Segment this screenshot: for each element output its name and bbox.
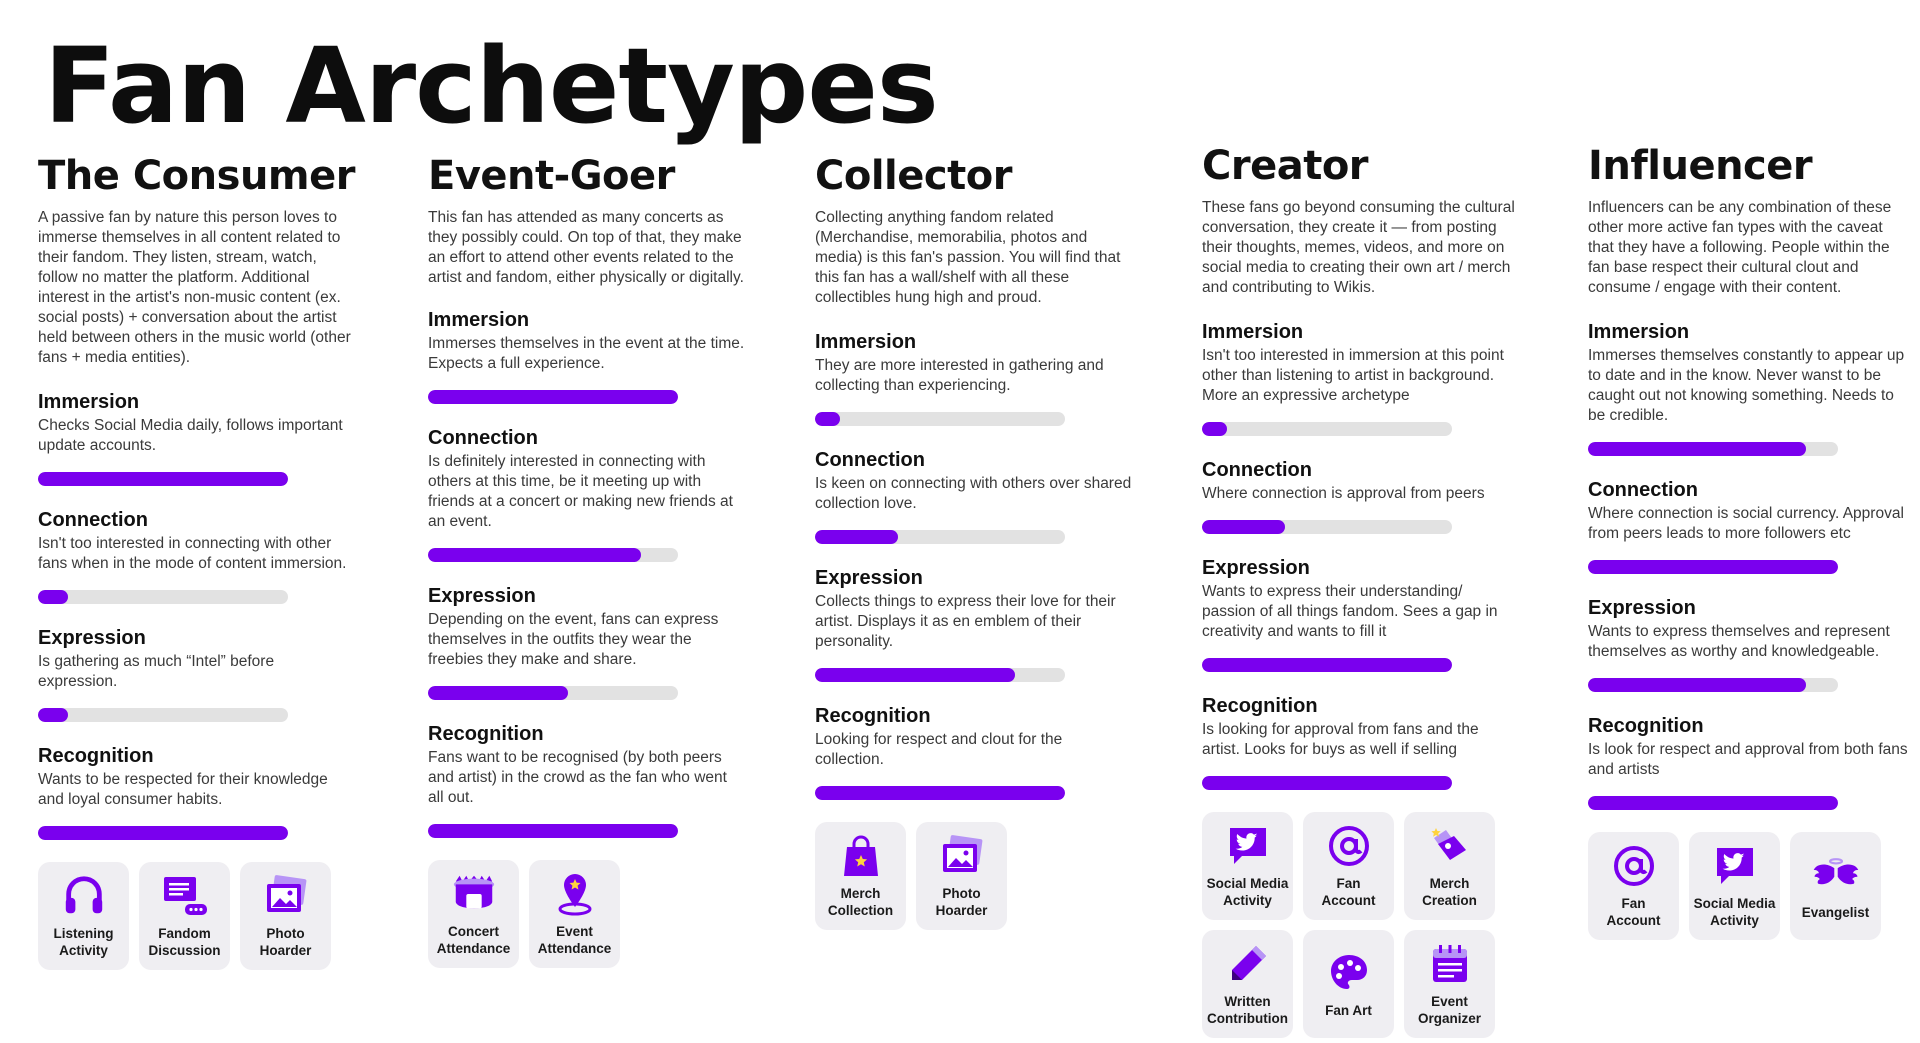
expression-text: Collects things to express their love for their artist. Displays it as en emblem of their personality. (815, 593, 1116, 650)
archetype-description: This fan has attended as many concerts as they possibly could. On top of that, they make an effort to attend other events related to the artist and fandom, either physically or digitally. (428, 209, 744, 286)
immersion-level-bar (815, 412, 1065, 426)
archetype-column-event-goer (428, 153, 746, 968)
archetype-description: These fans go beyond consuming the cultural conversation, they create it — from posting their thoughts, memes, videos, and more on social media to creating their own art / merch and contributing to Wikis. (1202, 199, 1515, 296)
connection-text: Is keen on connecting with others over shared collection love. (815, 475, 1132, 512)
expression-text: Wants to express themselves and represent themselves as worthy and knowledgeable. (1588, 623, 1890, 660)
badge-event-organizer (1404, 930, 1495, 1038)
photos-icon (938, 833, 986, 879)
badge-label: Concert Attendance (436, 924, 511, 956)
expression-section (38, 626, 356, 722)
connection-level-fill (428, 548, 641, 562)
recognition-text: Fans want to be recognised (by both peers and artist) in the crowd as the fan who went all out. (428, 749, 727, 806)
immersion-level-fill (1202, 422, 1227, 436)
badge-label: Fan Account (1606, 896, 1661, 928)
recognition-section (428, 722, 746, 838)
badge-label: Written Contribution (1207, 994, 1288, 1026)
immersion-label: Immersion (38, 391, 140, 413)
badge-label: Photo Hoarder (259, 926, 312, 958)
expression-level-bar (38, 708, 288, 722)
recognition-level-bar (1202, 776, 1452, 790)
recognition-label: Recognition (38, 745, 154, 767)
badge-written-contribution (1202, 930, 1293, 1038)
recognition-label: Recognition (1588, 715, 1704, 737)
expression-level-fill (38, 708, 68, 722)
badge-fan-art (1303, 930, 1394, 1038)
angel-wings-icon (1812, 852, 1860, 898)
badge-listening-activity (38, 862, 129, 970)
pencil-icon (1224, 941, 1272, 987)
badge-label: Merch Collection (827, 886, 894, 918)
connection-label: Connection (428, 427, 538, 449)
connection-level-bar (815, 530, 1065, 544)
expression-text: Is gathering as much “Intel” before expression. (38, 653, 275, 690)
expression-level-fill (815, 668, 1015, 682)
recognition-section (1588, 714, 1910, 810)
immersion-text: Immerses themselves constantly to appear up to date and in the know. Never wanst to be caught out not knowing something. Needs to be credible. (1588, 347, 1905, 424)
expression-text: Depending on the event, fans can express themselves in the outfits they wear the freebies they make and share. (428, 611, 719, 668)
immersion-text: Checks Social Media daily, follows important update accounts. (38, 417, 343, 454)
immersion-section (1202, 320, 1520, 436)
connection-level-bar (38, 590, 288, 604)
immersion-label: Immersion (1588, 321, 1690, 343)
recognition-label: Recognition (815, 705, 931, 727)
recognition-level-fill (815, 786, 1065, 800)
connection-level-bar (428, 548, 678, 562)
recognition-text: Is looking for approval from fans and the artist. Looks for buys as well if selling (1202, 721, 1479, 758)
connection-section (1588, 478, 1910, 574)
immersion-level-fill (815, 412, 840, 426)
badge-label: Listening Activity (53, 926, 114, 958)
recognition-level-bar (38, 826, 288, 840)
expression-label: Expression (815, 567, 923, 589)
badge-photo-hoarder (916, 822, 1007, 930)
recognition-section (1202, 694, 1520, 790)
expression-label: Expression (428, 585, 536, 607)
badge-social-media-activity (1202, 812, 1293, 920)
badge-label: Event Attendance (537, 924, 612, 956)
archetype-description: Influencers can be any combination of these other more active fan types with the caveat that they have a following. People within the fan base respect their cultural clout and consume / engage with their content. (1588, 199, 1892, 296)
badge-label: Fan Art (1325, 1002, 1372, 1018)
connection-level-bar (1202, 520, 1452, 534)
connection-section (38, 508, 356, 604)
expression-section (815, 566, 1133, 682)
connection-level-fill (38, 590, 68, 604)
badge-label: Event Organizer (1417, 994, 1482, 1026)
badge-label: Fandom Discussion (148, 926, 221, 958)
chat-icon (161, 873, 209, 919)
archetype-column-the-consumer (38, 153, 356, 970)
badge-social-media-activity (1689, 832, 1780, 940)
expression-text: Wants to express their understanding/ passion of all things fandom. Sees a gap in creativity and wants to fill it (1202, 583, 1498, 640)
badge-concert-attendance (428, 860, 519, 968)
badge-merch-collection (815, 822, 906, 930)
connection-section (428, 426, 746, 562)
immersion-text: They are more interested in gathering and collecting than experiencing. (815, 357, 1104, 394)
at-sign-icon (1610, 843, 1658, 889)
connection-text: Where connection is approval from peers (1202, 485, 1485, 502)
expression-section (428, 584, 746, 700)
archetype-column-creator (1202, 143, 1520, 1038)
recognition-text: Is look for respect and approval from both fans and artists (1588, 741, 1908, 778)
connection-label: Connection (1202, 459, 1312, 481)
badge-event-attendance (529, 860, 620, 968)
recognition-text: Looking for respect and clout for the collection. (815, 731, 1063, 768)
badge-label: Evangelist (1801, 904, 1870, 920)
badge-fandom-discussion (139, 862, 230, 970)
connection-section (815, 448, 1133, 544)
activity-badges (428, 860, 746, 968)
activity-badges (1588, 832, 1910, 940)
immersion-label: Immersion (1202, 321, 1304, 343)
recognition-level-fill (1588, 796, 1838, 810)
recognition-level-fill (428, 824, 678, 838)
headphones-icon (60, 873, 108, 919)
badge-label: Social Media Activity (1693, 896, 1776, 928)
recognition-level-bar (815, 786, 1065, 800)
badge-photo-hoarder (240, 862, 331, 970)
expression-section (1588, 596, 1910, 692)
recognition-level-fill (1202, 776, 1452, 790)
location-pin-icon (551, 871, 599, 917)
connection-label: Connection (1588, 479, 1698, 501)
badge-label: Fan Account (1321, 876, 1376, 908)
expression-section (1202, 556, 1520, 672)
immersion-level-bar (1202, 422, 1452, 436)
archetype-title: Influencer (1588, 143, 1813, 189)
immersion-section (38, 390, 356, 486)
connection-text: Is definitely interested in connecting with others at this time, be it meeting up with friends at a concert or making new friends at an event. (428, 453, 733, 530)
twitter-bubble-icon (1224, 823, 1272, 869)
connection-level-bar (1588, 560, 1838, 574)
immersion-text: Isn't too interested in immersion at this point other than listening to artist in background. More an expressive archetype (1202, 347, 1504, 404)
connection-label: Connection (815, 449, 925, 471)
immersion-section (815, 330, 1133, 426)
immersion-level-bar (38, 472, 288, 486)
badge-evangelist (1790, 832, 1881, 940)
archetype-title: Collector (815, 153, 1012, 199)
shopping-bag-icon (837, 833, 885, 879)
badge-fan-account (1303, 812, 1394, 920)
immersion-level-fill (428, 390, 678, 404)
badge-label: Photo Hoarder (935, 886, 988, 918)
connection-text: Isn't too interested in connecting with other fans when in the mode of content immersion. (38, 535, 347, 572)
archetype-column-collector (815, 153, 1133, 930)
immersion-text: Immerses themselves in the event at the time. Expects a full experience. (428, 335, 745, 372)
recognition-label: Recognition (428, 723, 544, 745)
immersion-level-bar (428, 390, 678, 404)
connection-section (1202, 458, 1520, 534)
immersion-section (1588, 320, 1910, 456)
activity-badges (38, 862, 356, 970)
expression-label: Expression (1588, 597, 1696, 619)
page-title: Fan Archetypes (44, 25, 938, 147)
palette-icon (1325, 950, 1373, 996)
tag-icon (1426, 823, 1474, 869)
recognition-text: Wants to be respected for their knowledge and loyal consumer habits. (38, 771, 328, 808)
immersion-level-fill (38, 472, 288, 486)
twitter-bubble-icon (1711, 843, 1759, 889)
expression-label: Expression (1202, 557, 1310, 579)
recognition-section (815, 704, 1133, 800)
expression-level-bar (1588, 678, 1838, 692)
expression-level-bar (1202, 658, 1452, 672)
immersion-label: Immersion (428, 309, 530, 331)
expression-level-bar (815, 668, 1065, 682)
archetype-description: A passive fan by nature this person loves to immerse themselves in all content related to their fandom. They listen, stream, watch, follow no matter the platform. Additional interest in the artist's non-music content (ex. social posts) + conversation about the artist held between others in the music world (other fans + media entities). (38, 209, 351, 366)
badge-label: Merch Creation (1422, 876, 1477, 908)
photos-icon (262, 873, 310, 919)
connection-text: Where connection is social currency. Approval from peers leads to more followers etc (1588, 505, 1904, 542)
calendar-icon (1426, 941, 1474, 987)
recognition-level-fill (38, 826, 288, 840)
badge-fan-account (1588, 832, 1679, 940)
expression-level-fill (428, 686, 568, 700)
archetype-title: Creator (1202, 143, 1369, 189)
archetype-description: Collecting anything fandom related (Merchandise, memorabilia, photos and media) is this fan's passion. You will find that this fan has a wall/shelf with all these collectibles hung high and proud. (815, 209, 1121, 306)
immersion-label: Immersion (815, 331, 917, 353)
connection-level-fill (1202, 520, 1285, 534)
connection-label: Connection (38, 509, 148, 531)
connection-level-fill (1588, 560, 1838, 574)
expression-label: Expression (38, 627, 146, 649)
activity-badges (815, 822, 1133, 930)
recognition-label: Recognition (1202, 695, 1318, 717)
recognition-level-bar (1588, 796, 1838, 810)
connection-level-fill (815, 530, 898, 544)
badge-merch-creation (1404, 812, 1495, 920)
recognition-section (38, 744, 356, 840)
archetype-title: Event-Goer (428, 153, 675, 199)
at-sign-icon (1325, 823, 1373, 869)
immersion-level-bar (1588, 442, 1838, 456)
archetype-title: The Consumer (38, 153, 355, 199)
archetype-column-influencer (1588, 143, 1910, 940)
recognition-level-bar (428, 824, 678, 838)
expression-level-fill (1588, 678, 1806, 692)
badge-label: Social Media Activity (1206, 876, 1289, 908)
immersion-level-fill (1588, 442, 1806, 456)
activity-badges (1202, 812, 1520, 1038)
expression-level-fill (1202, 658, 1452, 672)
stage-icon (450, 871, 498, 917)
immersion-section (428, 308, 746, 404)
expression-level-bar (428, 686, 678, 700)
